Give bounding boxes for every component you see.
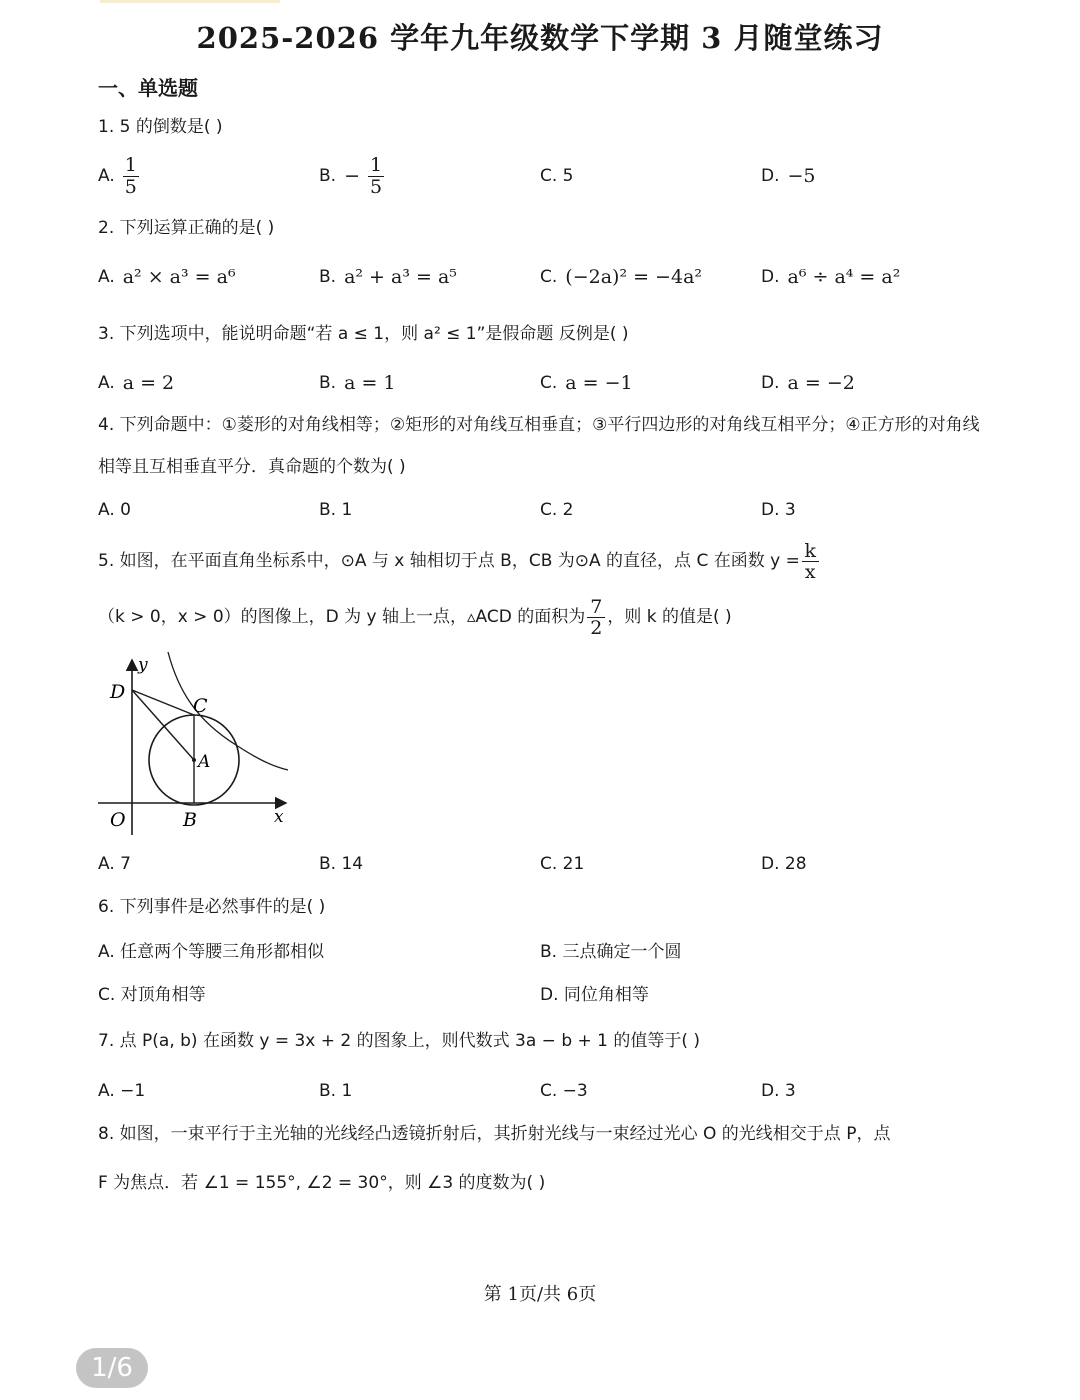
q5-option-c[interactable]: C. 21 <box>540 854 585 874</box>
q7-option-d[interactable]: D. 3 <box>761 1081 796 1101</box>
question-7-options <box>98 1071 988 1111</box>
option-label: A. <box>98 166 115 186</box>
question-6-options-row1 <box>98 929 988 969</box>
q4-option-b[interactable]: B. 1 <box>319 500 353 520</box>
label-b: B <box>183 809 197 831</box>
q2-option-a[interactable]: A. a² × a³ = a⁶ <box>98 266 236 288</box>
question-5-stem-line2: （k > 0，x > 0）的图像上，D 为 y 轴上一点，▵ACD 的面积为 7 2 ，则 k 的值是( ) <box>98 595 732 639</box>
label-c: C <box>193 695 208 717</box>
question-2-stem: 2. 下列运算正确的是( ) <box>98 218 275 238</box>
question-5-stem-line1: 5. 如图，在平面直角坐标系中，⊙A 与 x 轴相切于点 B，CB 为⊙A 的直径，点 C 在函数 y = $\frac{k}{x}$ <box>98 536 988 586</box>
point-a <box>192 758 196 762</box>
q2-option-c[interactable]: C. (−2a)² = −4a² <box>540 266 703 288</box>
q5-option-a[interactable]: A. 7 <box>98 854 131 874</box>
q1-option-c[interactable]: C. 5 <box>540 166 574 186</box>
option-label: D. <box>761 166 780 186</box>
question-6-options-row2 <box>98 972 988 1012</box>
q4-option-c[interactable]: C. 2 <box>540 500 574 520</box>
fraction-area: 7 2 <box>587 597 605 638</box>
fraction-k-over-x: $\frac{k}{x}$ <box>802 541 819 582</box>
label-d: D <box>110 681 126 703</box>
q5-option-d[interactable]: D. 28 <box>761 854 807 874</box>
q6-option-a[interactable]: A. 任意两个等腰三角形都相似 <box>98 941 325 962</box>
top-decoration <box>100 0 280 3</box>
q1-option-d[interactable]: D. −5 <box>761 165 816 187</box>
question-5-options <box>98 844 988 884</box>
fraction: $\frac{1}{5}$ <box>124 153 137 198</box>
question-7-stem: 7. 点 P(a, b) 在函数 y = 3x + 2 的图象上，则代数式 3a − b + 1 的值等于( ) <box>98 1031 701 1051</box>
question-8-stem-line2: F 为焦点．若 ∠1 = 155°, ∠2 = 30°，则 ∠3 的度数为( ) <box>98 1173 546 1193</box>
question-2-options <box>98 257 988 297</box>
q6-option-d[interactable]: D. 同位角相等 <box>540 984 649 1005</box>
fraction: $\frac{1}{5}$ <box>370 153 383 198</box>
question-6-stem: 6. 下列事件是必然事件的是( ) <box>98 897 326 917</box>
q2-option-b[interactable]: B. a² + a³ = a⁵ <box>319 266 457 288</box>
question-3-options <box>98 363 988 403</box>
label-y: y <box>138 655 148 675</box>
q3-option-a[interactable]: A. a = 2 <box>98 372 175 394</box>
q1-option-b[interactable]: B. − $\frac{1}{5}$ <box>319 153 383 198</box>
question-3-stem: 3. 下列选项中，能说明命题“若 a ≤ 1，则 a² ≤ 1”是假命题 反例是( ) <box>98 324 629 344</box>
q1-option-a[interactable] <box>98 153 139 198</box>
option-label: B. <box>319 166 337 186</box>
hyperbola-curve <box>168 652 288 770</box>
page-indicator[interactable]: 1/6 <box>76 1348 148 1388</box>
question-8-stem-line1: 8. 如图，一束平行于主光轴的光线经凸透镜折射后，其折射光线与一束经过光心 O 的光线相交于点 P，点 <box>98 1124 891 1144</box>
q4-option-a[interactable]: A. 0 <box>98 500 131 520</box>
q7-option-b[interactable]: B. 1 <box>319 1081 353 1101</box>
q3-option-d[interactable]: D. a = −2 <box>761 372 855 394</box>
q5-option-b[interactable]: B. 14 <box>319 854 364 874</box>
label-o: O <box>110 809 126 831</box>
q6-option-b[interactable]: B. 三点确定一个圆 <box>540 941 682 962</box>
question-4-options <box>98 490 988 530</box>
question-1-options <box>98 153 988 198</box>
q3-option-b[interactable]: B. a = 1 <box>319 372 396 394</box>
q7-option-a[interactable]: A. −1 <box>98 1081 146 1101</box>
q5-coordinate-figure <box>96 650 296 840</box>
page-title: 2025-2026 学年九年级数学下学期 3 月随堂练习 <box>196 21 884 55</box>
section-heading: 一、单选题 <box>98 76 198 100</box>
q6-option-c[interactable]: C. 对顶角相等 <box>98 984 206 1005</box>
label-x: x <box>274 807 284 827</box>
q2-option-d[interactable]: D. a⁶ ÷ a⁴ = a² <box>761 266 901 288</box>
page-footer: 第 1页/共 6页 <box>483 1284 597 1305</box>
label-a: A <box>198 752 211 772</box>
q4-option-d[interactable]: D. 3 <box>761 500 796 520</box>
question-4-stem: 4. 下列命题中：①菱形的对角线相等；②矩形的对角线互相垂直；③平行四边形的对角线互相平分；④正方形的对角线相等且互相垂直平分．真命题的个数为( ) <box>98 415 980 477</box>
question-1-stem: 1. 5 的倒数是( ) <box>98 117 223 137</box>
segment-da <box>132 690 194 760</box>
q7-option-c[interactable]: C. −3 <box>540 1081 588 1101</box>
q3-option-c[interactable]: C. a = −1 <box>540 372 633 394</box>
